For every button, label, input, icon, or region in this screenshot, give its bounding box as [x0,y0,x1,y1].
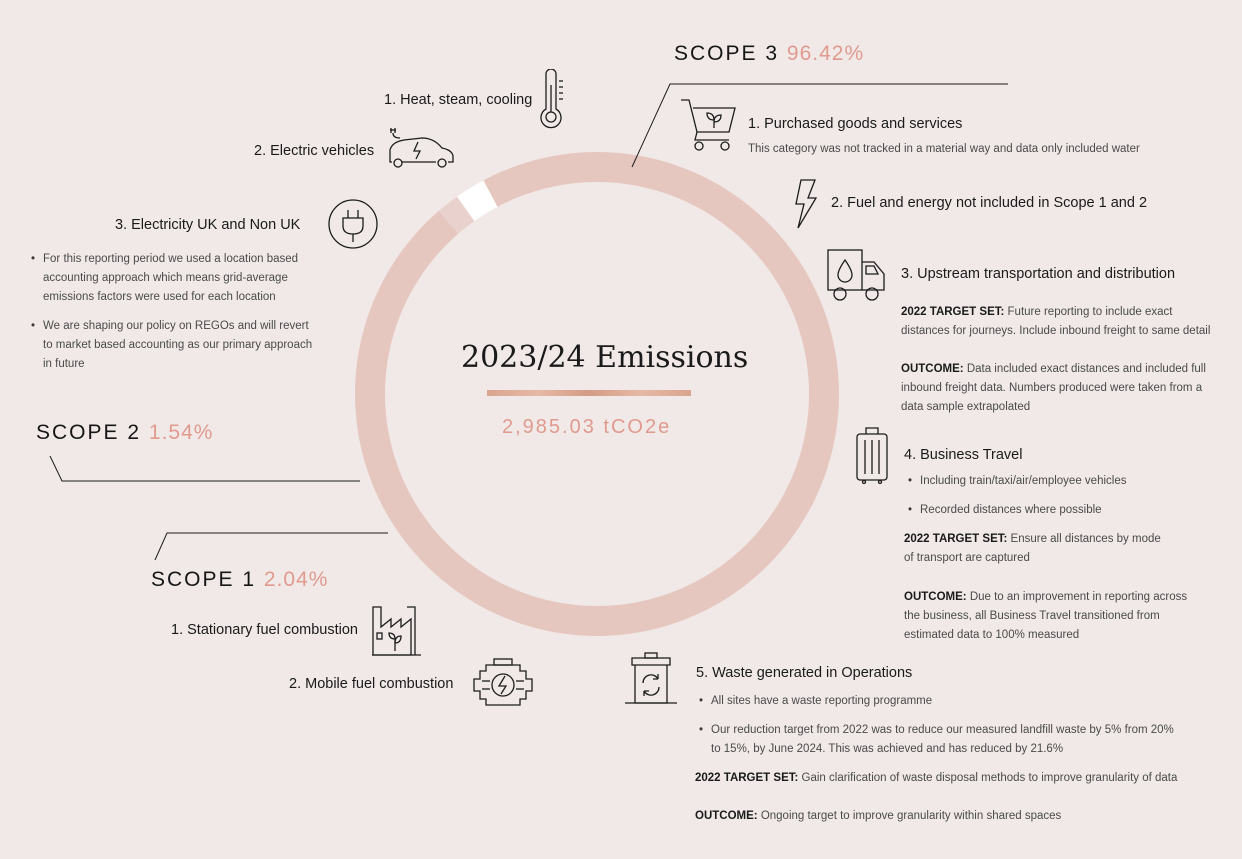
scope3-percentage: 96.42% [786,42,865,65]
electric-car-icon [386,126,456,170]
scope3-waste-bullets [699,692,1179,759]
recycle-bin-icon [624,651,678,707]
total-emissions: 2,985.03 tCO2e [502,416,672,438]
title-underline [487,390,691,396]
scope2-leader-line [50,456,360,481]
scope2-electricity-bullets [31,250,321,374]
thermometer-icon [537,69,567,131]
lightning-icon [793,178,819,230]
list-item: • Our reduction target from 2022 was to reduce our measured landfill waste by 5% from 20% to 15%, by June 2024. This was achieved and has reduced by 21.6% [699,721,1179,759]
chart-title: 2023/24 Emissions [461,340,749,375]
scope2-item-electricity: 3. Electricity UK and Non UK [115,217,301,233]
plug-icon [327,198,379,250]
scope2-percentage: 1.54% [148,421,214,444]
scope3-purchased-goods-desc: This category was not tracked in a material way and data only included water [748,143,1140,155]
scope3-item-business-travel: 4. Business Travel [904,447,1023,463]
list-item: • Recorded distances where possible [908,501,1208,520]
cart-icon [679,96,739,152]
scope3-business-travel-outcome: OUTCOME: Due to an improvement in reporting across the business, all Business Travel transitioned from estimated data to 100% measured [904,591,1188,641]
scope2-label: SCOPE 2 [36,421,142,444]
scope3-label: SCOPE 3 [674,42,780,65]
list-item: • We are shaping our policy on REGOs and will revert to market based accounting as our primary approach in future [31,317,321,374]
scope1-percentage: 2.04% [263,568,329,591]
scope3-waste-outcome: OUTCOME: Ongoing target to improve granularity within shared spaces [695,810,1062,822]
scope3-item-purchased-goods: 1. Purchased goods and services [748,116,963,132]
scope3-heading [674,42,864,66]
scope3-item-fuel-energy: 2. Fuel and energy not included in Scope 1 and 2 [831,195,1148,211]
scope1-item-mobile-fuel: 2. Mobile fuel combustion [289,676,454,692]
truck-icon [826,248,886,304]
scope1-leader-line [155,533,388,560]
engine-icon [472,657,534,711]
scope2-item-electric-vehicles: 2. Electric vehicles [254,143,375,159]
scope3-business-travel-bullets [908,472,1208,520]
scope1-label: SCOPE 1 [151,568,257,591]
scope3-upstream-target: 2022 TARGET SET: Future reporting to include exact distances for journeys. Include inbound freight to same detail [901,306,1211,337]
scope3-waste-target: 2022 TARGET SET: Gain clarification of waste disposal methods to improve granularity of data [695,772,1178,784]
scope1-item-stationary-fuel: 1. Stationary fuel combustion [171,622,358,638]
list-item: • All sites have a waste reporting programme [699,692,1179,711]
list-item: • For this reporting period we used a location based accounting approach which means grid-average emissions factors were used for each location [31,250,321,307]
suitcase-icon [855,426,889,484]
scope3-business-travel-target: 2022 TARGET SET: Ensure all distances by mode of transport are captured [904,533,1161,564]
scope1-heading [151,568,328,592]
list-item: • Including train/taxi/air/employee vehicles [908,472,1208,491]
scope2-heading [36,421,213,445]
scope3-upstream-outcome: OUTCOME: Data included exact distances and included full inbound freight data. Numbers produced were taken from a data sample extrapolated [901,363,1206,413]
scope3-item-upstream-transport: 3. Upstream transportation and distribution [901,266,1176,282]
scope2-item-heat-steam-cooling: 1. Heat, steam, cooling [384,92,533,108]
factory-icon [371,603,423,657]
scope3-item-waste: 5. Waste generated in Operations [696,665,913,681]
